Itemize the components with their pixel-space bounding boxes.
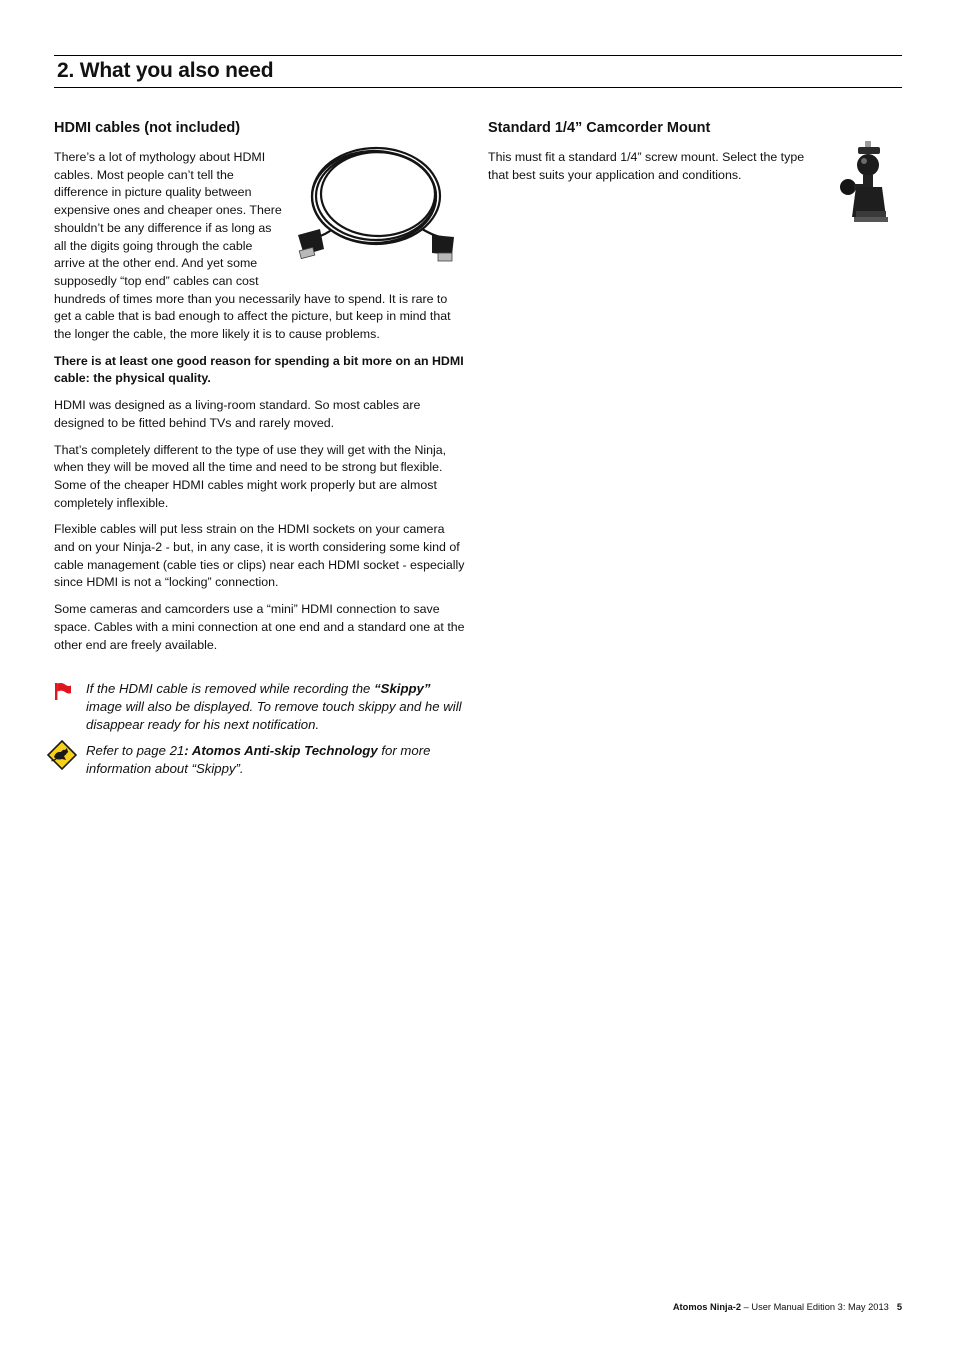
footer-brand: Atomos Ninja-2 xyxy=(672,1302,742,1312)
page-footer xyxy=(673,1301,902,1313)
hdmi-paragraph-1: There’s a lot of mythology about HDMI cables. Most people can’t tell the difference in picture quality between expensive ones and cheaper ones. There shouldn’t be any difference if as long as all the digits going through the cable arrive at the other end. And yet some supposedly “top end” cables can cost hundreds of times more than you necessarily have to spend. It is rare to get a cable that is bad enough to affect the picture, but keep in mind that the longer the cable, the more likely it is to cause problems. xyxy=(54,150,451,342)
section-bottom-rule xyxy=(54,87,902,88)
section-title: 2. What you also need xyxy=(57,59,274,82)
hdmi-paragraph-3: HDMI was designed as a living-room standard. So most cables are designed to be fitted behind TVs and rarely moved. xyxy=(54,398,421,430)
hdmi-cable-image xyxy=(290,139,466,279)
hdmi-heading: HDMI cables (not included) xyxy=(54,120,241,136)
hdmi-paragraph-2: There is at least one good reason for spending a bit more on an HDMI cable: the physical quality. xyxy=(54,353,464,386)
camcorder-mount-image xyxy=(830,139,910,227)
hdmi-paragraph-5: Flexible cables will put less strain on the HDMI sockets on your camera and on your Ninja-2 - but, in any case, it is worth considering some kind of cable management (cable ties or clips) near each HDMI socket - especially since HDMI is not a “locking” connection. xyxy=(54,522,465,590)
section-top-rule xyxy=(54,55,902,56)
footer-edition: – User Manual Edition 3: May 2013 xyxy=(741,1302,889,1312)
note-skippy-text: If the HDMI cable is removed while recording the “Skippy” image will also be displayed. To remove touch skippy and he will disappear ready for his next notification. xyxy=(86,681,462,733)
red-flag-icon xyxy=(54,682,72,700)
mount-paragraph: This must fit a standard 1/4” screw mount. Select the type that best suits your application and conditions. xyxy=(488,150,805,182)
hdmi-paragraph-6: Some cameras and camcorders use a “mini” HDMI connection to save space. Cables with a mini connection at one end and a standard one at the other end are freely available. xyxy=(54,602,465,652)
note-anti-skip-reference xyxy=(54,742,466,778)
kangaroo-warning-sign-icon xyxy=(47,740,77,770)
note-skippy-removed xyxy=(54,680,466,734)
hdmi-column xyxy=(54,118,466,778)
mount-heading: Standard 1/4” Camcorder Mount xyxy=(488,120,711,136)
hdmi-paragraph-4: That’s completely different to the type of use they will get with the Ninja, when they will be moved all the time and need to be strong but flexible. Some of the cheaper HDMI cables might work properly but are almost completely inflexible. xyxy=(54,442,447,510)
page-number: 5 xyxy=(896,1302,902,1312)
note-anti-skip-text: Refer to page 21: Atomos Anti-skip Technology for more information about “Skippy”. xyxy=(86,743,431,777)
mount-column xyxy=(488,118,902,227)
